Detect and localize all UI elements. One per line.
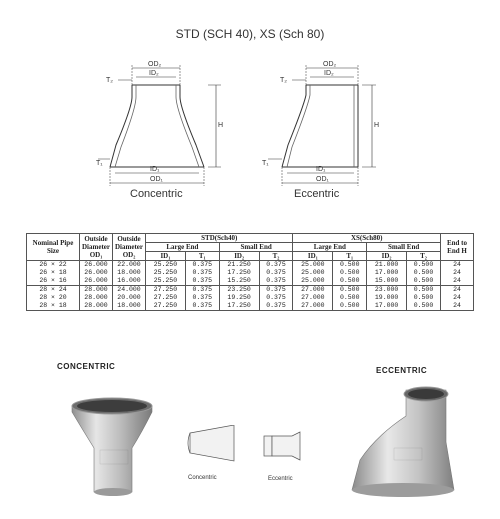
cell-size	[27, 261, 80, 286]
eccentric-t1-label: T₁	[262, 160, 269, 167]
cell-value: 28.000	[84, 302, 108, 309]
cell-value: 24	[453, 294, 461, 301]
cell-value: 25.000	[301, 261, 325, 268]
cell-value: 27.250	[153, 286, 178, 293]
cell-value: 0.500	[413, 286, 434, 293]
concentric-od1-label: OD₁	[150, 176, 163, 183]
eccentric-reducer-photo	[346, 386, 458, 501]
cell-value: 0.500	[413, 294, 434, 301]
cell-value: 24	[453, 286, 461, 293]
cell-value: 21.250	[227, 261, 251, 268]
cell-value: 0.375	[192, 302, 213, 309]
cell-value: 0.375	[192, 277, 213, 284]
header-std-id2: ID₂	[219, 252, 259, 261]
concentric-id1-label: ID₁	[150, 166, 160, 173]
concentric-caption: Concentric	[130, 188, 183, 200]
cell-value: 17.000	[374, 302, 399, 309]
header-xs-id1: ID₁	[293, 252, 333, 261]
cell-value: 0.375	[192, 286, 213, 293]
header-std-id1: ID₁	[146, 252, 186, 261]
table-row	[27, 286, 474, 311]
concentric-t2-label: T₂	[106, 77, 113, 84]
cell-value: 0.500	[339, 269, 360, 276]
cell-value: 26.000	[84, 269, 108, 276]
cell-value: 26.000	[84, 277, 108, 284]
concentric-id2-label: ID₂	[149, 70, 159, 77]
cell-value: 28 × 18	[39, 302, 67, 309]
cell-xs-t2	[407, 286, 441, 311]
small-concentric-label: Concentric	[188, 475, 217, 481]
cell-value: 26 × 22	[39, 261, 67, 268]
cell-std-id2	[219, 286, 259, 311]
photo-label-concentric: CONCENTRIC	[57, 362, 116, 371]
eccentric-h-label: H	[374, 122, 380, 129]
cell-value: 0.375	[266, 302, 286, 309]
cell-value: 16.000	[117, 277, 141, 284]
cell-value: 19.000	[374, 294, 399, 301]
cell-size	[27, 286, 80, 311]
cell-value: 0.500	[339, 286, 360, 293]
dimensions-table	[26, 233, 474, 311]
cell-value: 28 × 20	[39, 294, 67, 301]
page-title: STD (SCH 40), XS (Sch 80)	[175, 27, 325, 41]
cell-std-t1	[185, 286, 219, 311]
cell-xs-id1	[293, 261, 333, 286]
cell-value: 0.500	[413, 277, 434, 284]
cell-value: 27.250	[153, 302, 178, 309]
cell-value: 23.250	[227, 286, 251, 293]
header-xs-large-end: Large End	[293, 243, 367, 252]
cell-std-t1	[185, 261, 219, 286]
cell-std-id1	[146, 286, 186, 311]
cell-std-id2	[219, 261, 259, 286]
cell-value: 0.500	[339, 277, 360, 284]
cell-value: 27.000	[301, 294, 325, 301]
cell-value: 0.375	[266, 294, 286, 301]
cell-value: 17.000	[374, 269, 399, 276]
cell-value: 24	[453, 302, 461, 309]
header-od2: Outside Diameter OD₂	[113, 234, 146, 261]
eccentric-od2-label: OD₂	[323, 61, 337, 68]
cell-od1	[80, 261, 113, 286]
cell-value: 24.000	[117, 286, 141, 293]
cell-value: 0.500	[339, 294, 360, 301]
cell-value: 0.375	[192, 294, 213, 301]
cell-value: 18.000	[117, 302, 141, 309]
cell-value: 28 × 24	[39, 286, 67, 293]
cell-od1	[80, 286, 113, 311]
header-xs: XS(Sch80)	[293, 234, 441, 243]
cell-value: 25.250	[153, 277, 178, 284]
cell-value: 17.250	[227, 302, 251, 309]
cell-value: 25.000	[301, 277, 325, 284]
cell-value: 24	[453, 277, 461, 284]
cell-value: 15.000	[374, 277, 399, 284]
cell-h	[441, 261, 474, 286]
cell-value: 26.000	[84, 261, 108, 268]
header-std-small-end: Small End	[219, 243, 293, 252]
cell-od2	[113, 261, 146, 286]
cell-value: 0.375	[192, 261, 213, 268]
header-end-to-end: End to End H	[441, 234, 474, 261]
cell-value: 15.250	[227, 277, 251, 284]
cell-value: 20.000	[117, 294, 141, 301]
header-od1: Outside Diameter OD₁	[80, 234, 113, 261]
cell-std-t2	[259, 261, 293, 286]
header-std-t2: T₂	[259, 252, 293, 261]
cell-value: 0.375	[266, 261, 286, 268]
header-xs-t1: T₁	[333, 252, 367, 261]
cell-value: 0.500	[339, 261, 360, 268]
cell-xs-t1	[333, 261, 367, 286]
header-xs-id2: ID₂	[367, 252, 407, 261]
cell-xs-t1	[333, 286, 367, 311]
cell-value: 25.250	[153, 261, 178, 268]
eccentric-id2-label: ID₂	[324, 70, 334, 77]
cell-value: 17.250	[227, 269, 251, 276]
eccentric-od1-label: OD₁	[316, 176, 329, 183]
cell-value: 21.000	[374, 261, 399, 268]
header-xs-small-end: Small End	[367, 243, 441, 252]
photo-label-eccentric: ECCENTRIC	[376, 366, 428, 375]
cell-std-t2	[259, 286, 293, 311]
cell-value: 0.500	[413, 302, 434, 309]
cell-xs-id1	[293, 286, 333, 311]
cell-value: 19.250	[227, 294, 251, 301]
header-nominal: Nominal Pipe Size	[27, 234, 80, 261]
cell-value: 28.000	[84, 286, 108, 293]
small-concentric-icon	[180, 425, 244, 485]
cell-h	[441, 286, 474, 311]
concentric-diagram	[96, 55, 246, 205]
cell-value: 23.000	[374, 286, 399, 293]
cell-xs-id2	[367, 261, 407, 286]
header-std: STD(Sch40)	[146, 234, 293, 243]
cell-value: 0.375	[266, 277, 286, 284]
concentric-h-label: H	[218, 122, 224, 129]
small-eccentric-label: Eccentric	[268, 476, 293, 482]
eccentric-id1-label: ID₁	[316, 166, 326, 173]
cell-value: 26 × 16	[39, 277, 67, 284]
cell-value: 25.250	[153, 269, 178, 276]
cell-od2	[113, 286, 146, 311]
cell-value: 0.375	[192, 269, 213, 276]
cell-xs-t2	[407, 261, 441, 286]
eccentric-t2-label: T₂	[280, 77, 287, 84]
cell-value: 22.000	[117, 261, 141, 268]
cell-value: 0.500	[413, 269, 434, 276]
cell-value: 0.500	[339, 302, 360, 309]
cell-value: 24	[453, 261, 461, 268]
cell-value: 24	[453, 269, 461, 276]
cell-value: 27.000	[301, 286, 325, 293]
cell-value: 27.000	[301, 302, 325, 309]
small-eccentric-icon	[262, 430, 312, 488]
table-body	[27, 261, 474, 311]
table-row	[27, 261, 474, 286]
cell-value: 18.000	[117, 269, 141, 276]
cell-std-id1	[146, 261, 186, 286]
cell-value: 25.000	[301, 269, 325, 276]
cell-value: 0.375	[266, 286, 286, 293]
header-xs-t2: T₂	[407, 252, 441, 261]
eccentric-diagram	[258, 55, 408, 205]
header-std-t1: T₁	[185, 252, 219, 261]
cell-value: 0.500	[413, 261, 434, 268]
eccentric-caption: Eccentric	[294, 188, 340, 200]
cell-value: 0.375	[266, 269, 286, 276]
cell-xs-id2	[367, 286, 407, 311]
cell-value: 28.000	[84, 294, 108, 301]
cell-value: 27.250	[153, 294, 178, 301]
cell-value: 26 × 18	[39, 269, 67, 276]
concentric-od2-label: OD₂	[148, 61, 162, 68]
header-std-large-end: Large End	[146, 243, 220, 252]
concentric-reducer-photo	[62, 392, 164, 504]
concentric-t1-label: T₁	[96, 160, 103, 167]
